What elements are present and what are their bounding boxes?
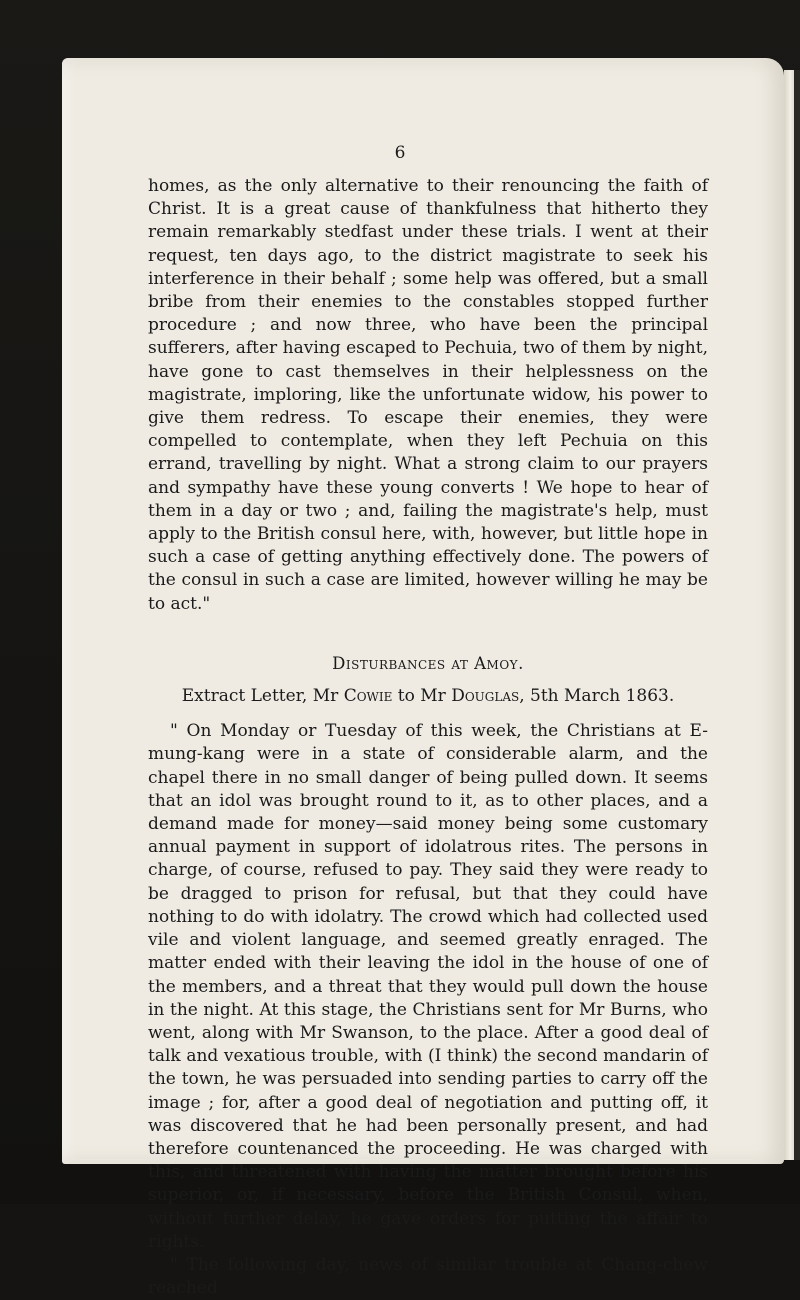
paragraph-continuation: homes, as the only alternative to their renouncing the faith of Christ. It is a great cause of thankfulness that hitherto they remain remarkably stedfast under these trials. I went at their request, ten days ago, to the district magistrate to seek his interference in their behalf ; some help was offered, but a small bribe from their enemies to the constables stopped further procedure ; and now three, who have been the principal sufferers, after having escaped to Pechuia, two of them by night, have gone to cast themselves in their helplessness on the magistrate, imploring, like the unfortunate widow, his power to give them redress. To escape their enemies, they were compelled to contemplate, when they left Pechuia on this errand, travelling by night. What a strong claim to our prayers and sympathy have these young converts ! We hope to hear of them in a day or two ; and, failing the magistrate's help, must apply to the British consul here, with, however, but little hope in such a case of getting anything effectively done. The powers of the consul in such a case are limited, however willing he may be to act." [148, 176, 708, 614]
paragraph-letter: " On Monday or Tuesday of this week, the Christians at E-mung-kang were in a state of considerable alarm, and the chapel there in no small danger of being pulled down. It seems that an idol was brought round to it, as to other places, and a demand made for money—said money being some customary annual payment in support of idolatrous rites. The persons in charge, of course, refused to pay. They said they were ready to be dragged to prison for refusal, but that they could have nothing to do with idolatry. The crowd which had collected used vile and violent language, and seemed greatly enraged. The matter ended with their leaving the idol in the house of one of the members, and a threat that they would pull down the house in the night. At this stage, the Christians sent for Mr Burns, who went, along with Mr Swanson, to the place. After a good deal of talk and vexatious trouble, with (I think) the second mandarin of the town, he was persuaded into sending parties to carry off the image ; for, after a good deal of negotiation and putting off, it was discovered that he had been personally present, and had therefore countenanced the proceeding. He was charged with this, and threatened with having the matter brought before his superior, or, if necessary, before the British Consul, when, without further delay, he gave orders for putting the affair to rights. [148, 721, 708, 1252]
extract-suffix: , 5th March 1863. [519, 686, 675, 707]
extract-name-cowie: Cowie [343, 686, 393, 707]
extract-prefix: Extract Letter, Mr [181, 686, 344, 707]
section-heading: Disturbances at Amoy. [332, 653, 524, 673]
extract-line [148, 685, 708, 708]
extract-middle: to Mr [392, 686, 452, 707]
page-number: 6 [394, 143, 406, 163]
page-edge [784, 70, 800, 1160]
paragraph-following: " The following day, news of similar trouble at Chang-chew reached [148, 1254, 708, 1299]
extract-name-douglas: Douglas [451, 686, 520, 707]
page-text [148, 175, 708, 1300]
